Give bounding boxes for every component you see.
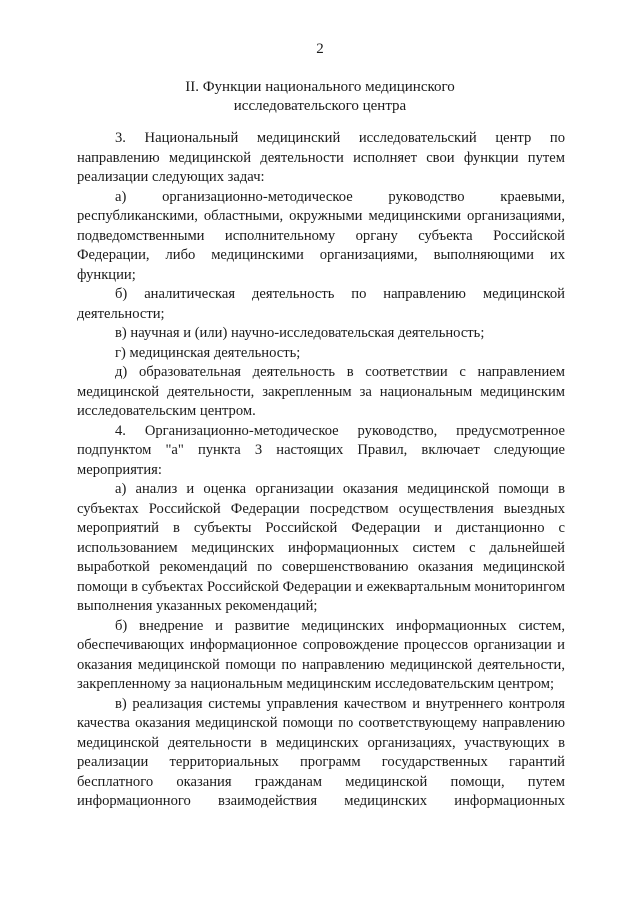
- page-number: 2: [316, 41, 324, 57]
- document-body: [77, 129, 565, 812]
- paragraph-3: 3. Национальный медицинский исследовательский центр по направлению медицинской деятельности исполняет свои функции путем реализации следующих задач:: [77, 130, 565, 185]
- paragraph-4b: б) внедрение и развитие медицинских информационных систем, обеспечивающих информационное сопровождение процессов организации и оказания медицинской помощи по направлению медицинской деятельности, закрепленному за национальным медицинским исследовательским центром;: [77, 617, 565, 692]
- paragraph-3a: а) организационно-методическое руководство краевыми, республиканскими, областными, окружными медицинскими организациями, подведомственными исполнительному органу субъекта Российской Федерации, либо медицинскими организациями, выполняющими их функции;: [77, 188, 565, 283]
- paragraph-3d: д) образовательная деятельность в соответствии с направлением медицинской деятельности, закрепленным за национальным медицинским исследовательским центром.: [77, 364, 565, 419]
- section-title-line-2: исследовательского центра: [233, 98, 407, 114]
- paragraph-4a: а) анализ и оценка организации оказания медицинской помощи в субъектах Российской Федерации посредством осуществления выездных мероприятий в субъекты Российской Федерации и дистанционно с использованием медицинских информационных систем с дальнейшей выработкой рекомендаций по совершенствованию оказания медицинской помощи в субъектах Российской Федерации и ежеквартальным мониторингом выполнения указанных рекомендаций;: [77, 481, 565, 614]
- paragraph-4v: в) реализация системы управления качеством и внутреннего контроля качества оказания медицинской помощи по соответствующему направлению медицинской деятельности в медицинских организациях, участвующих в реализации территориальных программ государственных гарантий бесплатного оказания гражданам медицинской помощи, путем информационного взаимодействия медицинских информационных: [77, 695, 565, 809]
- section-title-line-1: II. Функции национального медицинского: [185, 79, 455, 95]
- paragraph-3g: г) медицинская деятельность;: [115, 344, 301, 361]
- section-title: [120, 78, 520, 116]
- paragraph-4: 4. Организационно-методическое руководство, предусмотренное подпунктом "а" пункта 3 настоящих Правил, включает следующие мероприятия:: [77, 422, 565, 478]
- paragraph-3v: в) научная и (или) научно-исследовательская деятельность;: [115, 325, 485, 341]
- paragraph-3b: б) аналитическая деятельность по направлению медицинской деятельности;: [77, 286, 565, 322]
